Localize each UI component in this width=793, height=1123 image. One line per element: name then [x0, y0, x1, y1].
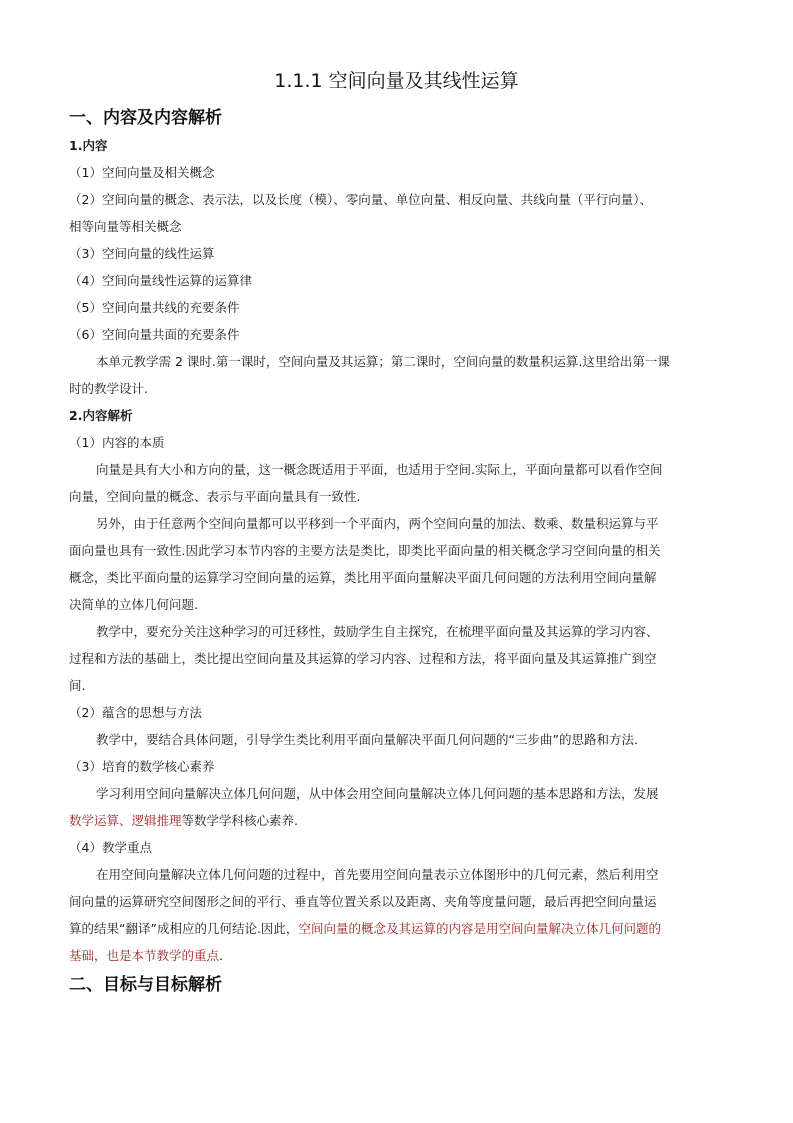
paragraph-line: 向量，空间向量的概念、表示与平面向量具有一致性.	[69, 489, 361, 504]
paragraph-line: 在用空间向量解决立体几何问题的过程中，首先要用空间向量表示立体图形中的几何元素，然后利用空	[96, 867, 659, 882]
paragraph-line: 本单元教学需 2 课时.第一课时，空间向量及其运算；第二课时，空间向量的数量积运算.这里给出第一课	[96, 354, 670, 369]
content-item: （6）空间向量共面的充要条件	[69, 327, 240, 342]
paragraph-line	[69, 942, 741, 969]
paragraph-line: 过程和方法的基础上，类比提出空间向量及其运算的学习内容、过程和方法，将平面向量及其运算推广到空	[69, 651, 657, 666]
paragraph-text: 算的结果“翻译”成相应的几何结论.因此，	[69, 921, 299, 936]
paragraph-line: 面向量也具有一致性.因此学习本节内容的主要方法是类比，即类比平面向量的相关概念学习空间向量的相关	[69, 543, 661, 558]
subsection-heading: 1.内容	[69, 138, 108, 153]
subsection-heading: 2.内容解析	[69, 408, 133, 423]
paragraph-line: 间向量的运算研究空间图形之间的平行、垂直等位置关系以及距离、夹角等度量问题，最后再把空间向量运	[69, 894, 657, 909]
highlight-text: 基础，也是本节教学的重点	[69, 948, 220, 963]
highlight-text: 空间向量的概念及其运算的内容是用空间向量解决立体几何问题的	[298, 921, 661, 936]
paragraph-text: 等数学学科核心素养.	[181, 813, 299, 828]
content-item: （3）空间向量的线性运算	[69, 246, 215, 261]
paragraph-text: .	[219, 948, 223, 963]
paragraph-line: 概念，类比平面向量的运算学习空间向量的运算，类比用平面向量解决平面几何问题的方法利用空间向量解	[69, 570, 657, 585]
paragraph-line: 教学中，要结合具体问题，引导学生类比利用平面向量解决平面几何问题的“三步曲”的思路和方法.	[96, 732, 638, 747]
highlight-text: 数学运算	[69, 813, 120, 828]
paragraph-line: 决简单的立体几何问题.	[69, 597, 198, 612]
content-item: （2）空间向量的概念、表示法，以及长度（模）、零向量、单位向量、相反向量、共线向量（平行向量）、	[69, 192, 652, 207]
topic-heading: （4）教学重点	[69, 840, 152, 855]
paragraph-line	[69, 915, 741, 942]
page-title: 1.1.1 空间向量及其线性运算	[274, 70, 519, 92]
topic-heading: （1）内容的本质	[69, 435, 165, 450]
paragraph-line: 向量是具有大小和方向的量，这一概念既适用于平面，也适用于空间.实际上，平面向量都可以看作空间	[96, 462, 663, 477]
topic-heading: （2）蕴含的思想与方法	[69, 705, 202, 720]
paragraph-line: 另外，由于任意两个空间向量都可以平移到一个平面内，两个空间向量的加法、数乘、数量积运算与平	[96, 516, 659, 531]
section-heading: 二、目标与目标解析	[69, 975, 222, 995]
highlight-separator: 、	[119, 813, 132, 828]
content-item: （5）空间向量共线的充要条件	[69, 300, 240, 315]
paragraph-line: 教学中，要充分关注这种学习的可迁移性，鼓励学生自主探究，在梳理平面向量及其运算的学习内容、	[96, 624, 659, 639]
paragraph-line: 学习利用空间向量解决立体几何问题，从中体会用空间向量解决立体几何问题的基本思路和方法，发展	[96, 786, 659, 801]
paragraph-line: 间.	[69, 678, 86, 693]
content-item: （1）空间向量及相关概念	[69, 165, 215, 180]
content-item: 相等向量等相关概念	[69, 219, 182, 234]
highlight-text: 逻辑推理	[131, 813, 182, 828]
paragraph-line: 时的教学设计.	[69, 381, 148, 396]
content-item: （4）空间向量线性运算的运算律	[69, 273, 252, 288]
section-heading: 一、内容及内容解析	[69, 108, 222, 128]
paragraph-line	[69, 807, 741, 834]
topic-heading: （3）培育的数学核心素养	[69, 759, 215, 774]
document-body	[69, 104, 741, 999]
